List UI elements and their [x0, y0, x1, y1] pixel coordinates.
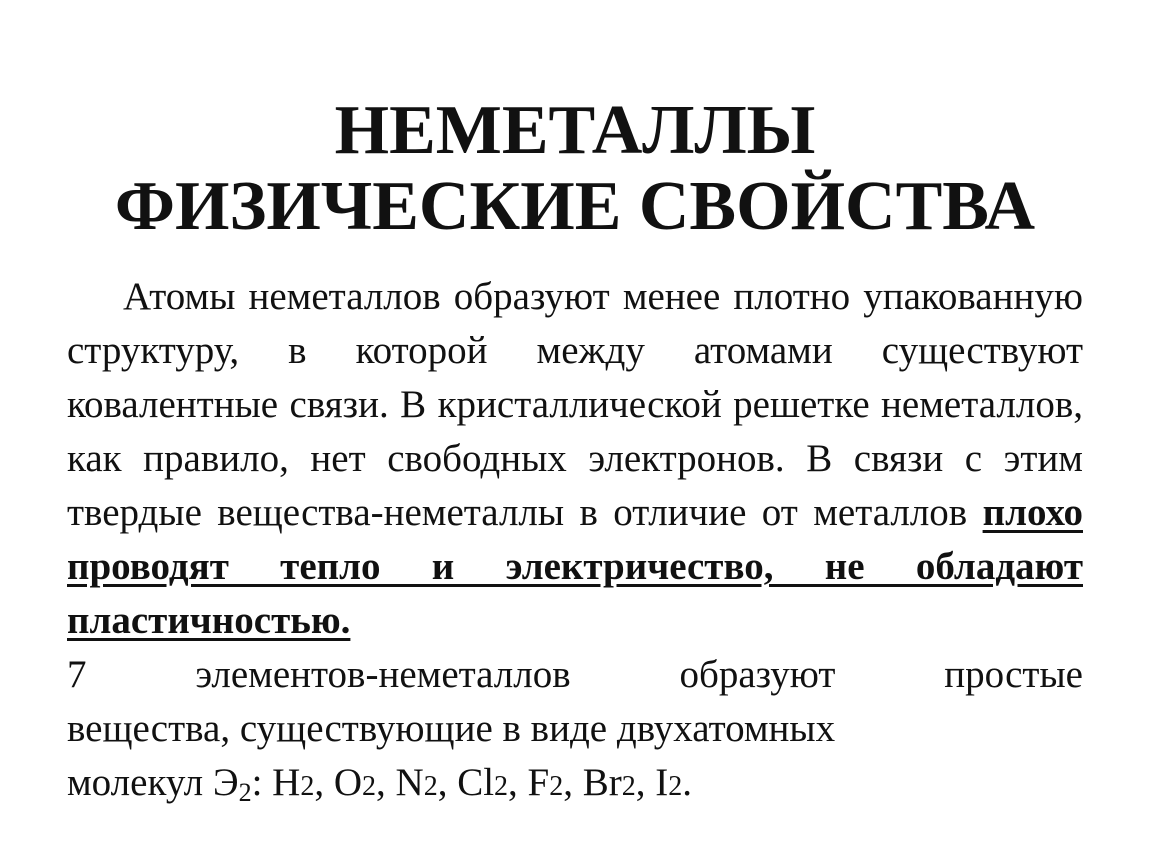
molecule-symbol: O	[333, 761, 363, 804]
formula-prefix: молекул Э	[67, 761, 239, 804]
molecule-symbol: Br	[582, 761, 622, 804]
molecule-separator: ,	[563, 761, 583, 804]
molecule-symbol: N	[395, 761, 424, 804]
molecule-separator: .	[682, 761, 692, 804]
formula-subscript: 2	[238, 778, 252, 807]
paragraph-physical-properties	[67, 270, 1083, 648]
paragraph-1-text: Атомы неметаллов образуют менее плотно упакованную структуру, в которой между атомами существуют ковалентные связи. В кристаллической решетке неметаллов, как правило, нет свободных электронов. В связи с этим твердые вещества-неметаллы в отличие от металлов	[67, 275, 1083, 534]
molecule-separator: ,	[635, 761, 656, 804]
molecule-index: 2	[300, 771, 315, 802]
molecule-index: 2	[621, 771, 636, 802]
slide-body	[67, 270, 1083, 814]
molecule-symbol: F	[527, 761, 550, 804]
slide-title	[0, 93, 1150, 245]
paragraph-2-formula-line	[67, 756, 1083, 814]
paragraph-1-emphasis: плохо проводят тепло и электричество, не обладают пластичностью.	[67, 491, 1083, 642]
molecule-symbol: H	[272, 761, 301, 804]
molecule-list	[272, 761, 692, 804]
title-line-1: НЕМЕТАЛЛЫ	[334, 92, 816, 169]
paragraph-2-word: 7	[67, 653, 87, 696]
paragraph-2-word: простые	[944, 653, 1083, 696]
paragraph-2-word: образуют	[679, 653, 836, 696]
molecule-index: 2	[423, 771, 438, 802]
molecule-separator: ,	[437, 761, 458, 804]
paragraph-diatomic-molecules	[67, 648, 1083, 814]
paragraph-2-word: элементов-неметаллов	[195, 653, 571, 696]
title-line-2: ФИЗИЧЕСКИЕ СВОЙСТВА	[114, 168, 1036, 245]
molecule-symbol: Cl	[457, 761, 495, 804]
molecule-separator: ,	[314, 761, 334, 804]
formula-colon: :	[251, 761, 273, 804]
molecule-separator: ,	[508, 761, 528, 804]
molecule-index: 2	[549, 771, 564, 802]
molecule-index: 2	[362, 771, 377, 802]
molecule-index: 2	[668, 771, 683, 802]
molecule-index: 2	[494, 771, 509, 802]
paragraph-2-line-1	[67, 648, 1083, 702]
molecule-symbol: I	[655, 761, 669, 804]
molecule-separator: ,	[376, 761, 396, 804]
paragraph-2-line-2: вещества, существующие в виде двухатомных	[67, 707, 836, 750]
